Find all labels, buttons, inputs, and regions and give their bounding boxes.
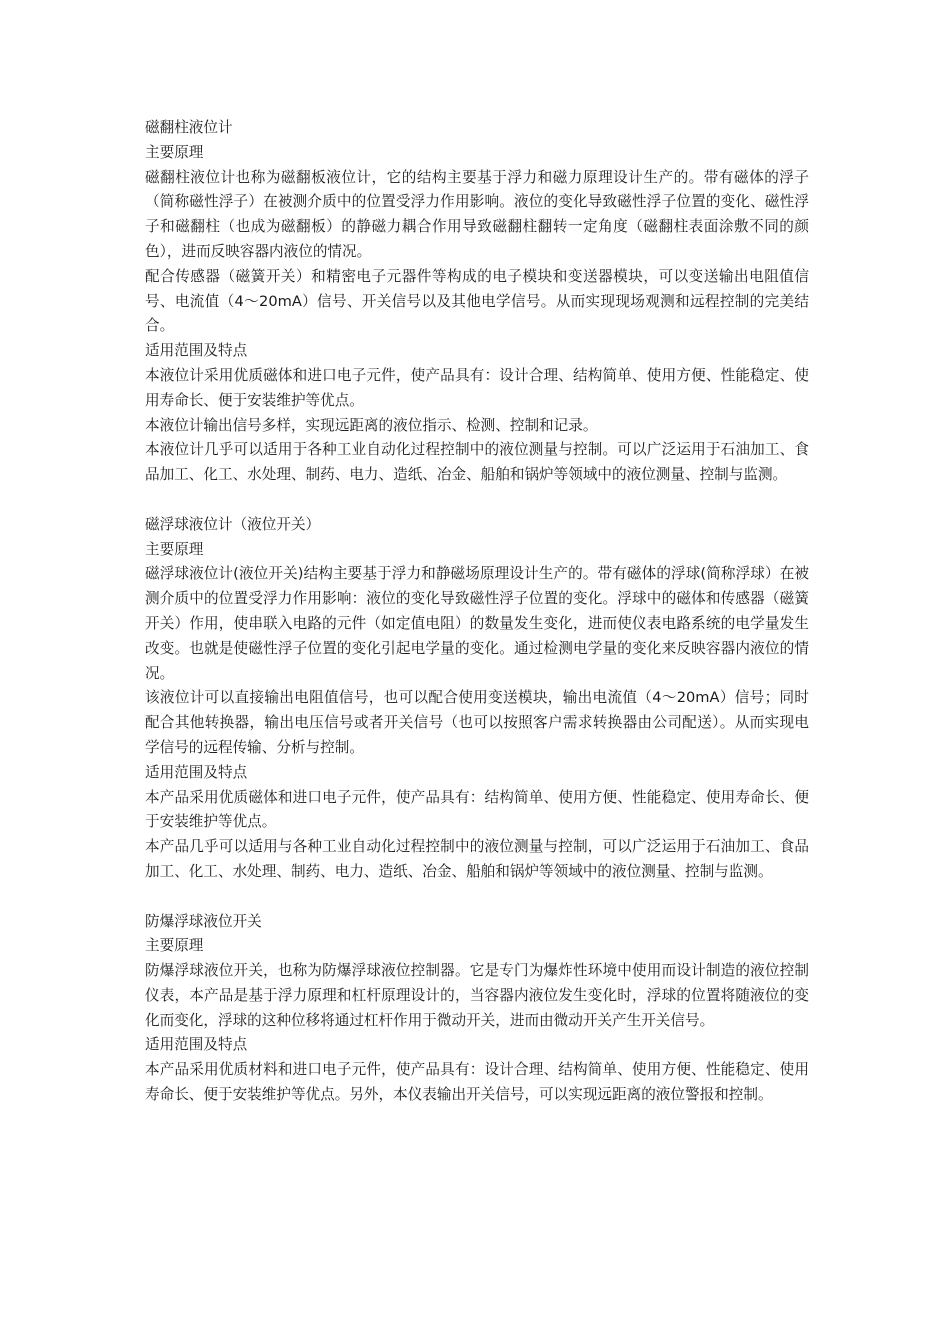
document-page <box>145 116 809 1108</box>
features-heading: 适用范围及特点 <box>145 763 248 781</box>
section-magnetic-float-level-gauge <box>145 513 809 885</box>
principle-heading: 主要原理 <box>145 540 204 558</box>
section-spacer <box>145 488 809 513</box>
principle-heading: 主要原理 <box>145 937 204 955</box>
paragraph: 本液位计几乎可以适用于各种工业自动化过程控制中的液位测量与控制。可以广泛运用于石油加工、食品加工、化工、水处理、制药、电力、造纸、冶金、船舶和锅炉等领域中的液位测量、控制与监测。 <box>145 441 809 484</box>
section-magnetic-flap-level-gauge <box>145 116 809 488</box>
section-title: 磁浮球液位计（液位开关） <box>145 515 321 533</box>
section-explosion-proof-float-switch <box>145 910 809 1108</box>
paragraph: 本产品采用优质磁体和进口电子元件，使产品具有：结构简单、使用方便、性能稳定、使用寿命长、便于安装维护等优点。 <box>145 788 809 831</box>
paragraph: 本产品采用优质材料和进口电子元件，使产品具有：设计合理、结构简单、使用方便、性能稳定、使用寿命长、便于安装维护等优点。另外，本仪表输出开关信号，可以实现远距离的液位警报和控制。 <box>145 1061 809 1104</box>
paragraph: 本液位计采用优质磁体和进口电子元件，使产品具有：设计合理、结构简单、使用方便、性能稳定、使用寿命长、便于安装维护等优点。 <box>145 366 809 409</box>
section-spacer <box>145 885 809 910</box>
paragraph: 本液位计输出信号多样，实现远距离的液位指示、检测、控制和记录。 <box>145 416 598 434</box>
section-title: 磁翻柱液位计 <box>145 119 233 136</box>
paragraph: 磁翻柱液位计也称为磁翻板液位计，它的结构主要基于浮力和磁力原理设计生产的。带有磁体的浮子（简称磁性浮子）在被测介质中的位置受浮力作用影响。液位的变化导致磁性浮子位置的变化、磁性浮子和磁翻柱（也成为磁翻板）的静磁力耦合作用导致磁翻柱翻转一定角度（磁翻柱表面涂敷不同的颜色），进而反映容器内液位的情况。 <box>145 168 809 260</box>
paragraph: 配合传感器（磁簧开关）和精密电子元器件等构成的电子模块和变送器模块，可以变送输出电阻值信号、电流值（4～20mA）信号、开关信号以及其他电学信号。从而实现现场观测和远程控制的完美结合。 <box>145 267 809 335</box>
features-heading: 适用范围及特点 <box>145 1036 248 1054</box>
features-heading: 适用范围及特点 <box>145 342 248 360</box>
principle-heading: 主要原理 <box>145 143 204 161</box>
paragraph: 该液位计可以直接输出电阻值信号，也可以配合使用变送模块，输出电流值（4～20mA）信号；同时配合其他转换器，输出电压信号或者开关信号（也可以按照客户需求转换器由公司配送）。从而实现电学信号的远程传输、分析与控制。 <box>145 689 809 756</box>
paragraph: 防爆浮球液位开关，也称为防爆浮球液位控制器。它是专门为爆炸性环境中使用而设计制造的液位控制仪表，本产品是基于浮力原理和杠杆原理设计的，当容器内液位发生变化时，浮球的位置将随液位的变化而变化，浮球的这种位移将通过杠杆作用于微动开关，进而由微动开关产生开关信号。 <box>145 962 809 1029</box>
section-title: 防爆浮球液位开关 <box>145 912 262 930</box>
paragraph: 磁浮球液位计(液位开关)结构主要基于浮力和静磁场原理设计生产的。带有磁体的浮球(简称浮球）在被测介质中的位置受浮力作用影响：液位的变化导致磁性浮子位置的变化。浮球中的磁体和传感器（磁簧开关）作用，使串联入电路的元件（如定值电阻）的数量发生变化，进而使仪表电路系统的电学量发生改变。也就是使磁性浮子位置的变化引起电学量的变化。通过检测电学量的变化来反映容器内液位的情况。 <box>145 565 809 682</box>
paragraph: 本产品几乎可以适用与各种工业自动化过程控制中的液位测量与控制，可以广泛运用于石油加工、食品加工、化工、水处理、制药、电力、造纸、冶金、船舶和锅炉等领域中的液位测量、控制与监测。 <box>145 838 809 880</box>
